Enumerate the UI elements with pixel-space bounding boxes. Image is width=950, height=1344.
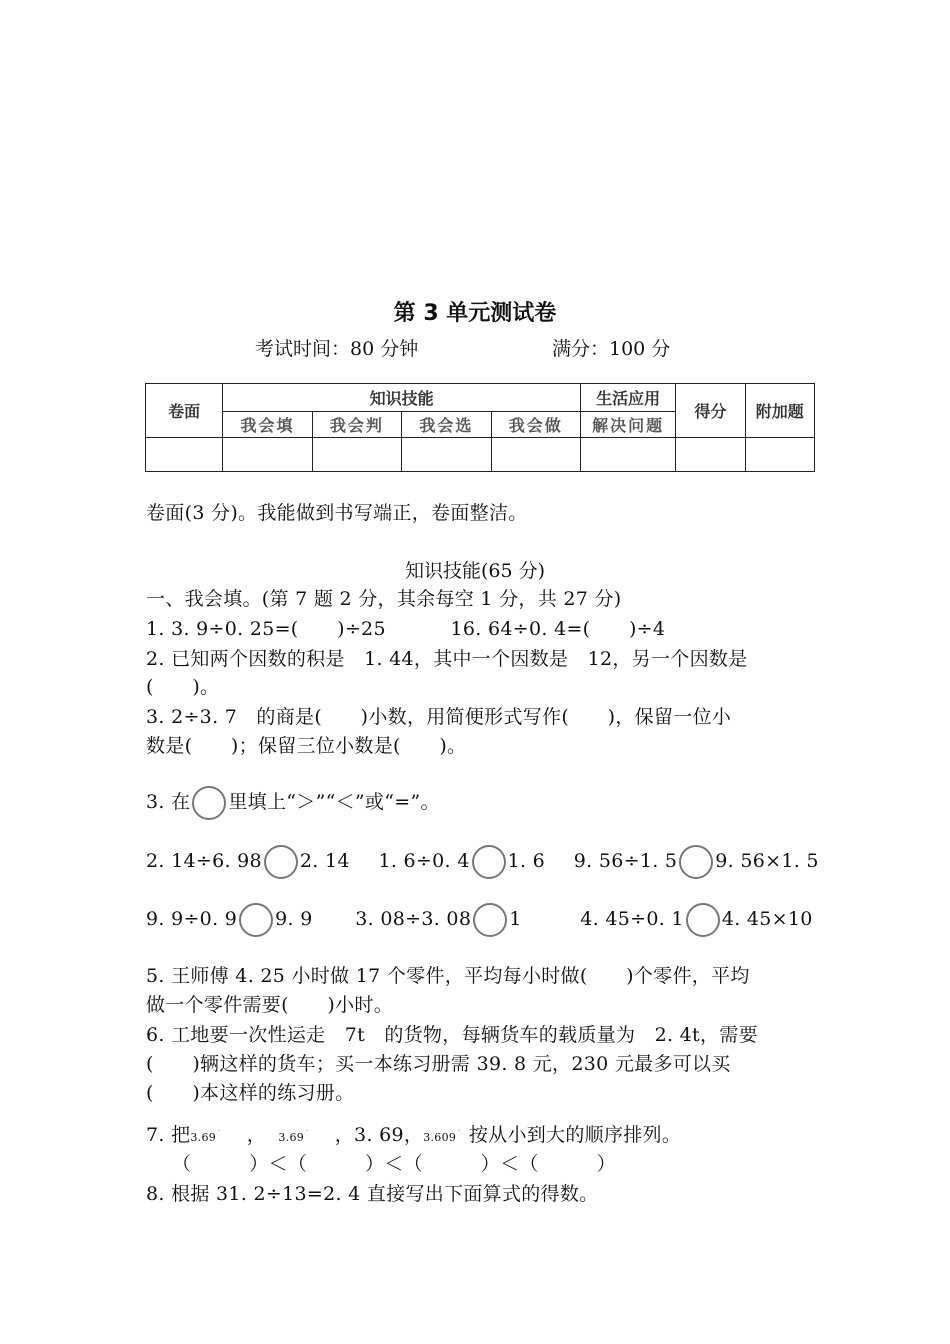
full-score: 满分：100 分: [552, 338, 671, 360]
score-cell[interactable]: [312, 438, 401, 472]
question-8: 8. 根据 31. 2÷13=2. 4 直接写出下面算式的得数。: [146, 1183, 599, 1205]
q7-number-3: 3.609: [423, 1131, 457, 1144]
question-1: [146, 614, 665, 644]
answer-circle[interactable]: [264, 845, 298, 879]
compare-right: 1. 6: [507, 850, 546, 872]
compare-left: 2. 14÷6. 98: [146, 850, 262, 872]
question-3-line2: 数是( )；保留三位小数是( )。: [146, 735, 467, 757]
col-sub5: 解决问题: [580, 412, 675, 438]
compare-left: 9. 56÷1. 5: [573, 850, 678, 872]
repeat-dot-icon: ˙: [456, 1128, 463, 1142]
col-zhishi: 知识技能: [223, 384, 581, 412]
question-6-line1: 6. 工地要一次性运走 7t 的货物，每辆货车的载质量为 2. 4t，需要: [146, 1024, 758, 1046]
col-sub3: 我会选: [402, 412, 491, 438]
compare-left: 3. 08÷3. 08: [355, 908, 472, 930]
score-cell[interactable]: [676, 438, 745, 472]
q4-suffix: 里填上“＞”“＜”或“=”。: [228, 791, 440, 813]
repeat-dot-icon: ˙: [216, 1128, 223, 1142]
answer-circle[interactable]: [686, 903, 720, 937]
score-cell[interactable]: [223, 438, 312, 472]
question-2-line1: 2. 已知两个因数的积是 1. 44，其中一个因数是 12，另一个因数是: [146, 648, 748, 670]
question-3-line1: 3. 2÷3. 7 的商是( )小数，用简便形式写作( )，保留一位小: [146, 706, 732, 728]
col-sub1: 我会填: [223, 412, 312, 438]
section-title: 知识技能(65 分): [404, 560, 546, 582]
q1-part-b: 16. 64÷0. 4=( )÷4: [450, 618, 666, 640]
compare-circle-icon: [192, 786, 226, 820]
q7-number-2: 3.69: [278, 1131, 305, 1144]
compare-row-1: [146, 845, 819, 879]
q7-separator: ，: [246, 1124, 267, 1146]
q7-suffix: 按从小到大的顺序排列。: [468, 1124, 682, 1146]
answer-circle[interactable]: [239, 903, 273, 937]
compare-right: 2. 14: [299, 850, 350, 872]
compare-left: 4. 45÷0. 1: [580, 908, 684, 930]
question-4: [146, 786, 440, 820]
q7-separator: ，3. 69，: [334, 1124, 424, 1146]
page-title: 第 3 单元测试卷: [393, 301, 557, 326]
col-juanmian: 卷面: [146, 384, 223, 438]
score-cell[interactable]: [745, 438, 814, 472]
compare-right: 9. 9: [275, 908, 313, 930]
answer-circle[interactable]: [472, 845, 506, 879]
question-6-line2: ( )辆这样的货车；买一本练习册需 39. 8 元，230 元最多可以买: [146, 1053, 731, 1075]
exam-time: 考试时间：80 分钟: [255, 338, 419, 360]
repeat-dot-icon: ˙: [304, 1128, 311, 1142]
col-sub2: 我会判: [312, 412, 401, 438]
compare-left: 9. 9÷0. 9: [146, 908, 238, 930]
col-fujia: 附加题: [745, 384, 814, 438]
question-2-line2: ( )。: [146, 676, 220, 698]
q7-number-1: 3.69: [190, 1131, 217, 1144]
question-6-line3: ( )本这样的练习册。: [146, 1082, 355, 1104]
answer-circle[interactable]: [679, 845, 713, 879]
compare-right: 4. 45×10: [721, 908, 813, 930]
question-5-line1: 5. 王师傅 4. 25 小时做 17 个零件，平均每小时做( )个零件，平均: [146, 965, 750, 987]
question-header: 一、我会填。(第 7 题 2 分，其余每空 1 分，共 27 分): [146, 588, 622, 610]
answer-circle[interactable]: [473, 903, 507, 937]
q4-prefix: 3. 在: [146, 791, 191, 813]
score-cell[interactable]: [580, 438, 675, 472]
compare-left: 1. 6÷0. 4: [378, 850, 470, 872]
compare-right: 9. 56×1. 5: [715, 850, 819, 872]
col-sub4: 我会做: [491, 412, 580, 438]
score-cell[interactable]: [146, 438, 223, 472]
compare-row-2: [146, 903, 813, 937]
compare-right: 1: [509, 908, 522, 930]
score-cell[interactable]: [402, 438, 491, 472]
col-defen: 得分: [676, 384, 745, 438]
score-cell[interactable]: [491, 438, 580, 472]
q7-prefix: 7. 把: [146, 1124, 191, 1146]
question-5-line2: 做一个零件需要( )小时。: [146, 994, 394, 1016]
question-7-order: （ ）＜（ ）＜（ ）＜（ ）: [172, 1153, 616, 1175]
col-shenghuo: 生活应用: [580, 384, 675, 412]
score-table: [145, 383, 815, 472]
juanmian-line: 卷面(3 分)。我能做到书写端正，卷面整洁。: [146, 502, 528, 524]
q1-part-a: 1. 3. 9÷0. 25=( )÷25: [146, 618, 386, 640]
